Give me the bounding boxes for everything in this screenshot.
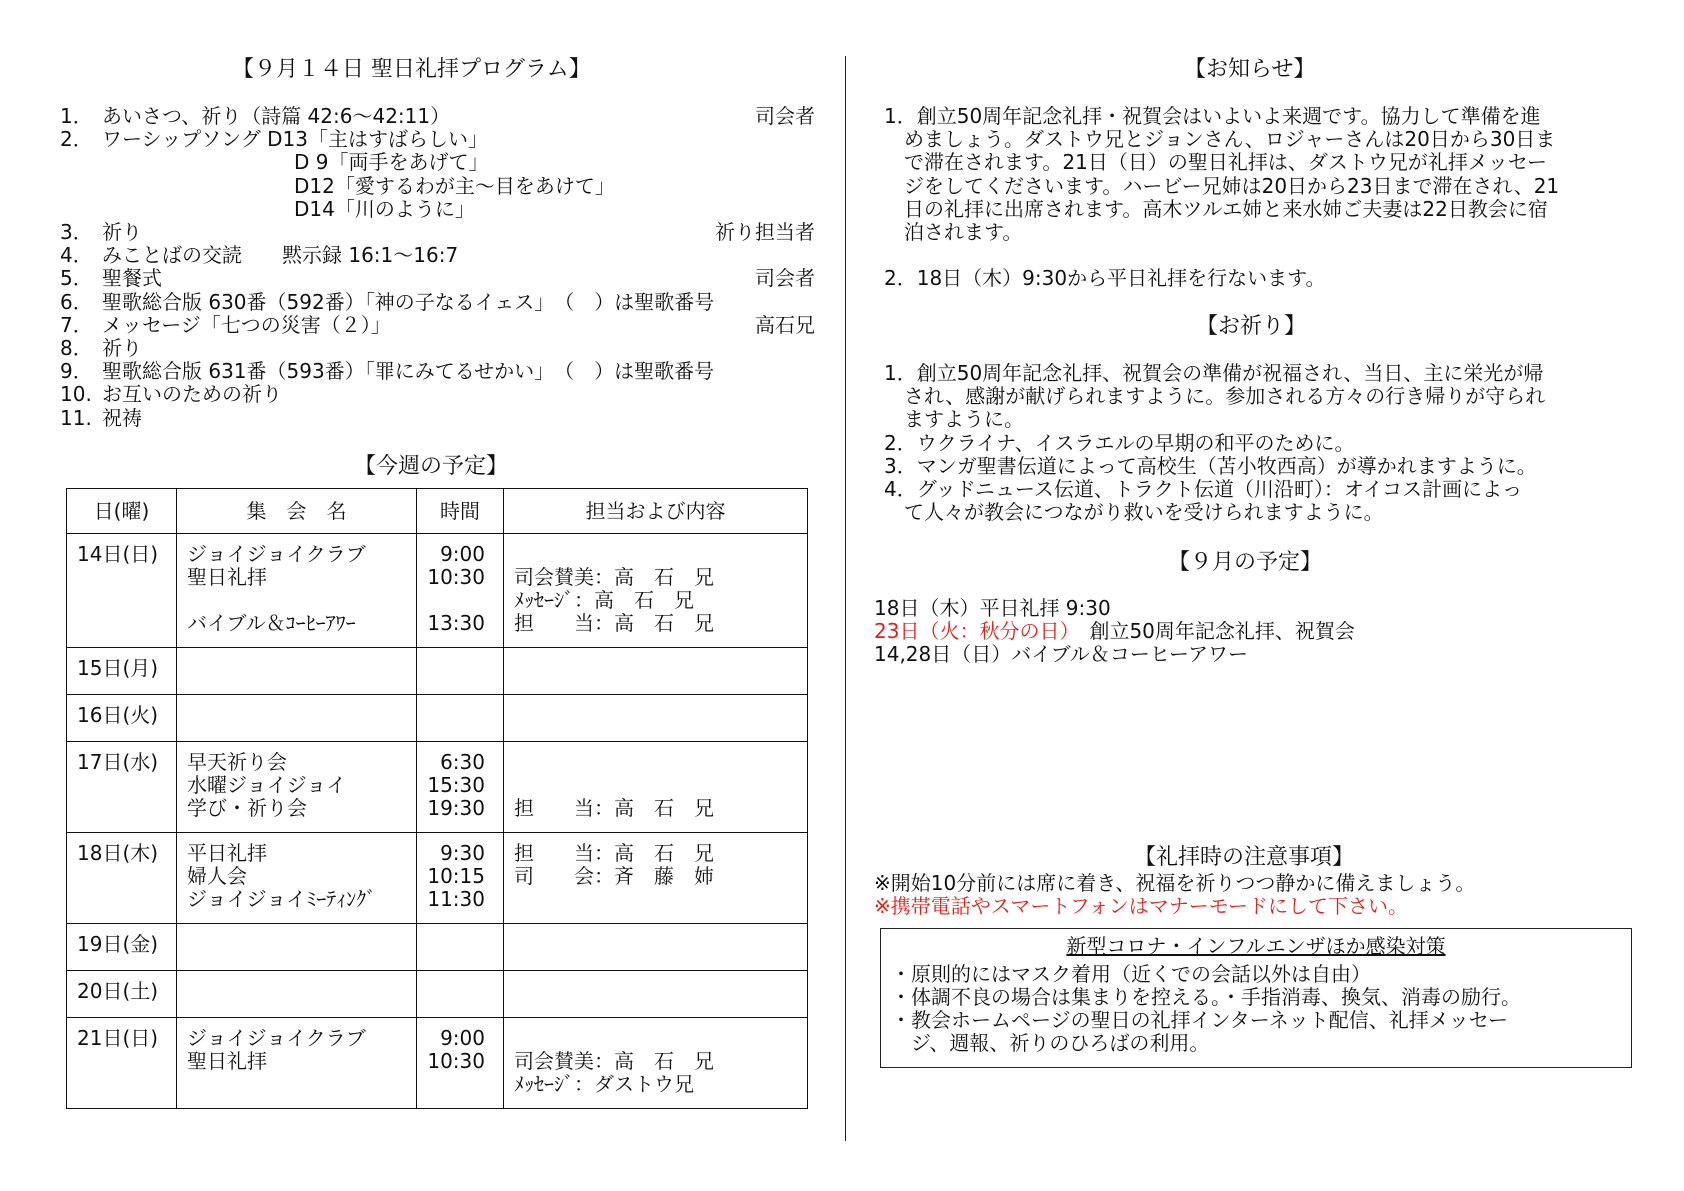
september-line-3: 14,28日（日）バイブル＆コーヒーアワー xyxy=(874,642,1249,666)
schedule-day-cell xyxy=(67,695,177,742)
covid-title xyxy=(881,935,1631,958)
schedule-day-cell xyxy=(67,1018,177,1109)
program-item-text: 聖餐式 xyxy=(102,266,162,291)
schedule-details-line: ﾒｯｾｰｼﾞ：高 石 兄 xyxy=(514,588,694,612)
schedule-event-cell xyxy=(177,1018,417,1109)
september-anniversary: 創立50周年記念礼拝、祝賀会 xyxy=(1069,619,1355,643)
schedule-time-cell xyxy=(417,742,504,833)
program-item-number: 7． xyxy=(60,312,93,337)
schedule-day-cell xyxy=(67,924,177,971)
schedule-event-cell xyxy=(177,742,417,833)
program-item-text: 聖歌総合版 630番（592番）「神の子なるイェス」 （ ）は聖歌番号 xyxy=(102,289,715,314)
schedule-times-line xyxy=(427,589,503,612)
schedule-event-cell xyxy=(177,971,417,1018)
schedule-times-line: 10:30 xyxy=(427,1049,485,1073)
schedule-details-cell xyxy=(504,1018,808,1109)
schedule-details-cell xyxy=(504,833,808,924)
header-time: 時間 xyxy=(417,489,504,534)
schedule-events-line: ジョイジョイクラブ xyxy=(187,1026,366,1050)
schedule-times-line: 13:30 xyxy=(427,611,485,635)
program-item-text: ワーシップソング D13「主はすばらしい」 xyxy=(102,127,489,152)
program-item-text: メッセージ「七つの災害（２）」 xyxy=(102,312,391,337)
program-item-text: みことばの交読 黙示録 16:1～16:7 xyxy=(102,243,459,268)
schedule-day-cell xyxy=(67,742,177,833)
notice-line: 泊されます。 xyxy=(884,220,1023,244)
program-item-number: 4． xyxy=(60,243,93,268)
schedule-details-cell xyxy=(504,648,808,695)
schedule-events-line: バイブル＆ｺｰﾋｰｱﾜｰ xyxy=(187,611,356,635)
notice-line: めましょう。ダストウ兄とジョンさん、ロジャーさんは20日から30日ま xyxy=(884,127,1556,152)
program-item-number: 3． xyxy=(60,220,93,244)
program-item-number: 2． xyxy=(60,127,93,152)
covid-line: ・体調不良の場合は集まりを控える。・手指消毒、換気、消毒の励行。 xyxy=(891,985,1521,1009)
schedule-details-line xyxy=(514,888,807,911)
september-title: 【９月の予定】 xyxy=(1168,550,1323,575)
schedule-day-cell xyxy=(67,833,177,924)
program-item-text: D 9「両手をあげて」 xyxy=(294,150,489,175)
prayer-line: 3．マンガ聖書伝道によって高校生（苫小牧西高）が導かれますように。 xyxy=(884,453,1537,478)
column-divider xyxy=(845,56,846,1141)
schedule-day-label: 15日(月) xyxy=(77,656,159,680)
program-item-text: D14「川のように」 xyxy=(294,196,475,221)
schedule-events-line: 聖日礼拝 xyxy=(187,565,267,589)
program-item-number: 1． xyxy=(60,104,93,128)
notice-line: ジをしてくださいます。ハービー兄姉は20日から23日まで滞在され、21 xyxy=(884,173,1560,198)
schedule-title: 【今週の予定】 xyxy=(354,454,509,479)
schedule-events-line xyxy=(187,589,416,612)
schedule-event-cell xyxy=(177,695,417,742)
notice-line: 日の礼拝に出席されます。高木ツルエ姉と来水姉ご夫妻は22日教会に宿 xyxy=(884,196,1548,221)
prayer-line: 4．グッドニュース伝道、トラクト伝道（川沿町）：オイコス計画によっ xyxy=(884,477,1523,501)
schedule-time-cell xyxy=(417,833,504,924)
schedule-details-cell xyxy=(504,695,808,742)
schedule-header-row xyxy=(67,489,808,534)
program-item-text: 祈り xyxy=(102,220,142,244)
schedule-event-cell xyxy=(177,534,417,648)
program-item-text: D12「愛するわが主～目をあけて」 xyxy=(294,173,615,198)
schedule-events-line: 早天祈り会 xyxy=(187,750,287,774)
notices-title: 【お知らせ】 xyxy=(1184,57,1316,82)
prayer-line: て人々が教会につながり救いを受けられますように。 xyxy=(884,500,1384,525)
header-details: 担当および内容 xyxy=(504,489,808,534)
program-item-number: 10. xyxy=(60,382,92,407)
program-item-number: 9． xyxy=(60,359,93,384)
schedule-day-label: 21日(日) xyxy=(77,1026,159,1050)
schedule-table xyxy=(66,488,808,1109)
schedule-events-line: 水曜ジョイジョイ xyxy=(187,773,347,797)
schedule-events-line: ジョイジョイクラブ xyxy=(187,542,366,566)
september-line-1: 18日（木）平日礼拝 9:30 xyxy=(874,596,1111,620)
schedule-details-cell xyxy=(504,971,808,1018)
schedule-row xyxy=(67,1018,808,1109)
notice-line: で滞在されます。21日（日）の聖日礼拝は、ダストウ兄が礼拝メッセー xyxy=(884,150,1548,175)
program-item-number: 5． xyxy=(60,266,93,291)
schedule-details-line: 担 当：高 石 兄 xyxy=(514,796,714,820)
schedule-events-line: ジョイジョイﾐｰﾃｨﾝｸﾞ xyxy=(187,887,377,911)
covid-title-text: 新型コロナ・インフルエンザほか感染対策 xyxy=(1066,934,1446,958)
schedule-time-cell xyxy=(417,648,504,695)
schedule-times-line: 9:00 xyxy=(440,1026,485,1050)
program-item-text: 聖歌総合版 631番（593番）「罪にみてるせかい」 （ ）は聖歌番号 xyxy=(102,359,715,384)
schedule-row xyxy=(67,534,808,648)
schedule-row xyxy=(67,971,808,1018)
schedule-day-label: 16日(火) xyxy=(77,703,159,727)
schedule-details-line xyxy=(514,774,807,797)
program-item-role: 高石兄 xyxy=(755,312,815,337)
program-item-role: 祈り担当者 xyxy=(715,220,815,244)
schedule-times-line: 10:30 xyxy=(427,565,485,589)
schedule-times-line: 9:00 xyxy=(440,542,485,566)
schedule-details-line: ﾒｯｾｰｼﾞ：ダストウ兄 xyxy=(514,1072,694,1096)
prayer-line: 1．創立50周年記念礼拝、祝賀会の準備が祝福され、当日、主に栄光が帰 xyxy=(884,361,1544,385)
schedule-times-line: 19:30 xyxy=(427,796,485,820)
schedule-time-cell xyxy=(417,971,504,1018)
schedule-events-line: 婦人会 xyxy=(187,864,247,888)
schedule-row xyxy=(67,742,808,833)
september-line-2 xyxy=(874,620,1355,643)
schedule-time-cell xyxy=(417,1018,504,1109)
schedule-row xyxy=(67,833,808,924)
program-item-number: 8． xyxy=(60,336,93,360)
schedule-times-line: 9:30 xyxy=(440,841,485,865)
schedule-details-line: 司会賛美：高 石 兄 xyxy=(514,1049,714,1073)
schedule-details-line: 司会賛美：高 石 兄 xyxy=(514,565,714,589)
schedule-times-line: 11:30 xyxy=(427,887,485,911)
prayer-line: され、感謝が献げられますように。参加される方々の行き帰りが守られ xyxy=(884,384,1546,409)
prayer-line: ますように。 xyxy=(884,407,1024,432)
program-item-role: 司会者 xyxy=(755,266,815,291)
schedule-details-line xyxy=(514,543,807,566)
schedule-times-line: 15:30 xyxy=(427,773,485,797)
program-item-number: 6． xyxy=(60,289,93,314)
schedule-row xyxy=(67,648,808,695)
covid-line: ジ、週報、祈りのひろばの利用。 xyxy=(891,1031,1210,1055)
schedule-time-cell xyxy=(417,695,504,742)
schedule-events-line: 学び・祈り会 xyxy=(187,796,307,820)
schedule-day-cell xyxy=(67,648,177,695)
schedule-details-line xyxy=(514,751,807,774)
schedule-time-cell xyxy=(417,534,504,648)
schedule-events-line: 平日礼拝 xyxy=(187,841,267,865)
schedule-day-label: 20日(土) xyxy=(77,979,159,1003)
schedule-day-label: 17日(水) xyxy=(77,750,159,774)
schedule-details-line: 司 会：斉 藤 姉 xyxy=(514,864,714,888)
schedule-row xyxy=(67,924,808,971)
schedule-day-cell xyxy=(67,971,177,1018)
cautions-line-2: ※携帯電話やスマートフォンはマナーモードにして下さい。 xyxy=(874,894,1408,918)
schedule-event-cell xyxy=(177,833,417,924)
schedule-event-cell xyxy=(177,648,417,695)
program-item-text: 祈り xyxy=(102,336,142,360)
notice-line: 2．18日（木）9:30から平日礼拝を行ないます。 xyxy=(884,266,1326,291)
schedule-day-label: 18日(木) xyxy=(77,841,159,865)
schedule-details-cell xyxy=(504,742,808,833)
schedule-event-cell xyxy=(177,924,417,971)
schedule-day-label: 19日(金) xyxy=(77,932,159,956)
schedule-details-line: 担 当：高 石 兄 xyxy=(514,841,714,865)
notice-line: 1．創立50周年記念礼拝・祝賀会はいよいよ来週です。協力して準備を進 xyxy=(884,104,1541,128)
prayer-line: 2．ウクライナ、イスラエルの早期の和平のために。 xyxy=(884,430,1355,455)
schedule-details-cell xyxy=(504,924,808,971)
program-item-text: 祝祷 xyxy=(102,405,142,430)
september-holiday: 23日（火：秋分の日） xyxy=(874,619,1070,643)
schedule-row xyxy=(67,695,808,742)
header-day: 日(曜) xyxy=(67,489,177,534)
schedule-day-label: 14日(日) xyxy=(77,542,159,566)
schedule-details-line xyxy=(514,1027,807,1050)
covid-line: ・教会ホームページの聖日の礼拝インターネット配信、礼拝メッセー xyxy=(891,1008,1508,1032)
schedule-times-line: 10:15 xyxy=(427,864,485,888)
schedule-events-line: 聖日礼拝 xyxy=(187,1049,267,1073)
schedule-time-cell xyxy=(417,924,504,971)
program-item-number: 11. xyxy=(60,405,92,430)
cautions-title: 【礼拝時の注意事項】 xyxy=(1134,845,1355,870)
covid-line: ・原則的にはマスク着用（近くでの会話以外は自由） xyxy=(891,962,1371,986)
program-item-text: お互いのための祈り xyxy=(102,382,282,407)
schedule-times-line: 6:30 xyxy=(440,750,485,774)
covid-box xyxy=(880,928,1632,1068)
program-title: 【９月１４日 聖日礼拝プログラム】 xyxy=(232,57,591,82)
prayers-title: 【お祈り】 xyxy=(1196,314,1307,339)
schedule-day-cell xyxy=(67,534,177,648)
schedule-details-cell xyxy=(504,534,808,648)
header-event: 集 会 名 xyxy=(177,489,417,534)
schedule-details-line: 担 当：高 石 兄 xyxy=(514,611,714,635)
cautions-line-1: ※開始10分前には席に着き、祝福を祈りつつ静かに備えましょう。 xyxy=(874,871,1476,895)
program-item-text: あいさつ、祈り（詩篇 42:6～42:11） xyxy=(102,104,451,128)
program-item-role: 司会者 xyxy=(755,104,815,128)
